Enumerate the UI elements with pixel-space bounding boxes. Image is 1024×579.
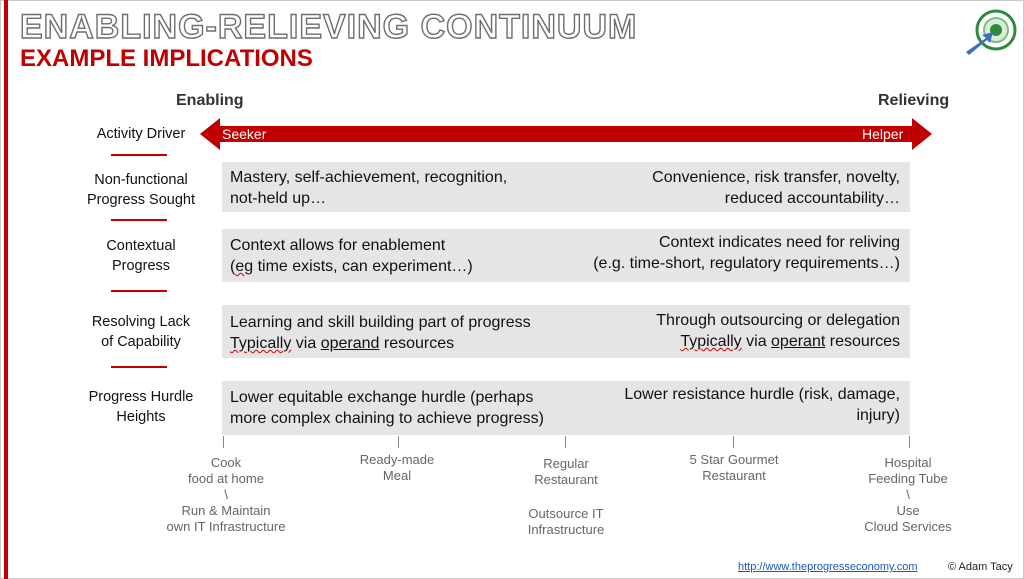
band-text-line: Convenience, risk transfer, novelty, (652, 169, 900, 186)
underlined-word: operant (771, 333, 826, 350)
row-label-resolving-lack-capability (74, 312, 208, 352)
relieving-label: Relieving (878, 92, 950, 109)
example-line: Feeding Tube (868, 471, 948, 486)
row-label-activity-driver (74, 124, 208, 144)
scale-tick (909, 436, 910, 448)
row-label-line: Progress Hurdle (88, 389, 194, 405)
band-text-line (230, 256, 473, 277)
target-cursor-icon (960, 8, 1020, 60)
example-line: Regular (543, 456, 589, 471)
example-line: Ready-made (359, 452, 435, 467)
example-line: Infrastructure (527, 522, 605, 537)
row-separator (111, 154, 167, 156)
example-line: Restaurant (534, 472, 598, 487)
band-resolving-lack-capability (222, 305, 910, 358)
example-line: Cook (210, 455, 242, 470)
website-link[interactable]: http://www.theprogresseconomy.com (738, 561, 918, 573)
example-line: Outsource IT (528, 506, 604, 521)
example-hospital-feeding-tube (858, 455, 958, 535)
band-right-text (652, 167, 900, 209)
example-line: Restaurant (702, 468, 766, 483)
band-non-functional-progress (222, 162, 910, 212)
example-ready-made-meal (347, 452, 447, 484)
seeker-label: Seeker (222, 126, 267, 142)
example-spacer (516, 488, 616, 506)
band-contextual-progress (222, 229, 910, 282)
spellcheck-word: Typically (230, 335, 292, 352)
slide-subtitle: EXAMPLE IMPLICATIONS (20, 45, 313, 72)
slide-title: ENABLING-RELIEVING CONTINUUM (20, 8, 638, 46)
text-fragment: via (741, 333, 772, 350)
text-fragment: resources (379, 335, 455, 352)
band-progress-hurdle-heights (222, 381, 910, 435)
row-label-contextual-progress (74, 236, 208, 276)
scale-tick (223, 436, 224, 448)
band-text-line: Through outsourcing or delegation (656, 312, 900, 329)
band-text-line: more complex chaining to achieve progress) (230, 410, 544, 427)
band-text-line: not-held up… (230, 190, 327, 207)
example-gourmet-restaurant (674, 452, 794, 484)
band-left-text (230, 312, 531, 354)
row-label-line: Contextual (106, 238, 176, 254)
scale-tick (733, 436, 734, 448)
band-text-line (230, 333, 531, 354)
row-label-line: Activity Driver (96, 126, 186, 142)
band-text-line: (e.g. time-short, regulatory requirements…) (593, 255, 900, 272)
example-line: Use (896, 503, 920, 518)
example-line: own IT Infrastructure (166, 519, 286, 534)
spellcheck-word: Typically (680, 333, 742, 350)
left-accent-bar (4, 0, 8, 579)
row-label-non-functional-progress (74, 170, 208, 210)
band-text-line: Learning and skill building part of progress (230, 314, 531, 331)
row-separator (111, 366, 167, 368)
band-right-text (593, 232, 900, 274)
scale-tick (398, 436, 399, 448)
text-fragment: ( (230, 258, 236, 275)
example-separator: \ (906, 487, 910, 502)
example-line: 5 Star Gourmet (689, 452, 779, 467)
row-label-line: Heights (116, 409, 166, 425)
example-line: Hospital (884, 455, 932, 470)
underlined-word: operand (320, 335, 380, 352)
row-separator (111, 290, 167, 292)
row-label-line: Non-functional (94, 172, 188, 188)
helper-label: Helper (862, 126, 904, 142)
text-fragment: via (291, 335, 321, 352)
band-text-line (656, 331, 900, 352)
row-label-line: of Capability (101, 334, 181, 350)
scale-tick (565, 436, 566, 448)
band-right-text (656, 310, 900, 352)
text-fragment: time exists, can experiment…) (253, 258, 473, 275)
copyright-text: © Adam Tacy (948, 561, 1013, 573)
example-line: food at home (188, 471, 264, 486)
band-text-line: injury) (856, 407, 900, 424)
example-line: Run & Maintain (181, 503, 271, 518)
row-label-progress-hurdle-heights (74, 387, 208, 427)
example-line: Cloud Services (864, 519, 952, 534)
band-text-line: Context allows for enablement (230, 237, 446, 254)
band-left-text (230, 235, 473, 277)
band-right-text (624, 384, 900, 426)
row-label-line: Resolving Lack (91, 314, 191, 330)
band-text-line: Context indicates need for reliving (658, 234, 900, 251)
band-text-line: Lower equitable exchange hurdle (perhaps (230, 389, 534, 406)
band-left-text (230, 387, 544, 429)
row-separator (111, 219, 167, 221)
band-text-line: reduced accountability… (724, 190, 900, 207)
band-text-line: Mastery, self-achievement, recognition, (230, 169, 508, 186)
example-regular-restaurant (516, 456, 616, 538)
example-separator: \ (224, 487, 228, 502)
example-cook-home (166, 455, 286, 535)
text-fragment: resources (825, 333, 900, 350)
band-text-line: Lower resistance hurdle (risk, damage, (624, 386, 900, 403)
enabling-label: Enabling (176, 92, 244, 109)
spellcheck-word: eg (235, 258, 254, 275)
row-label-line: Progress Sought (86, 192, 195, 208)
row-label-line: Progress (111, 258, 171, 274)
continuum-double-arrow (200, 118, 932, 150)
band-left-text (230, 167, 507, 209)
example-line: Meal (382, 468, 412, 483)
